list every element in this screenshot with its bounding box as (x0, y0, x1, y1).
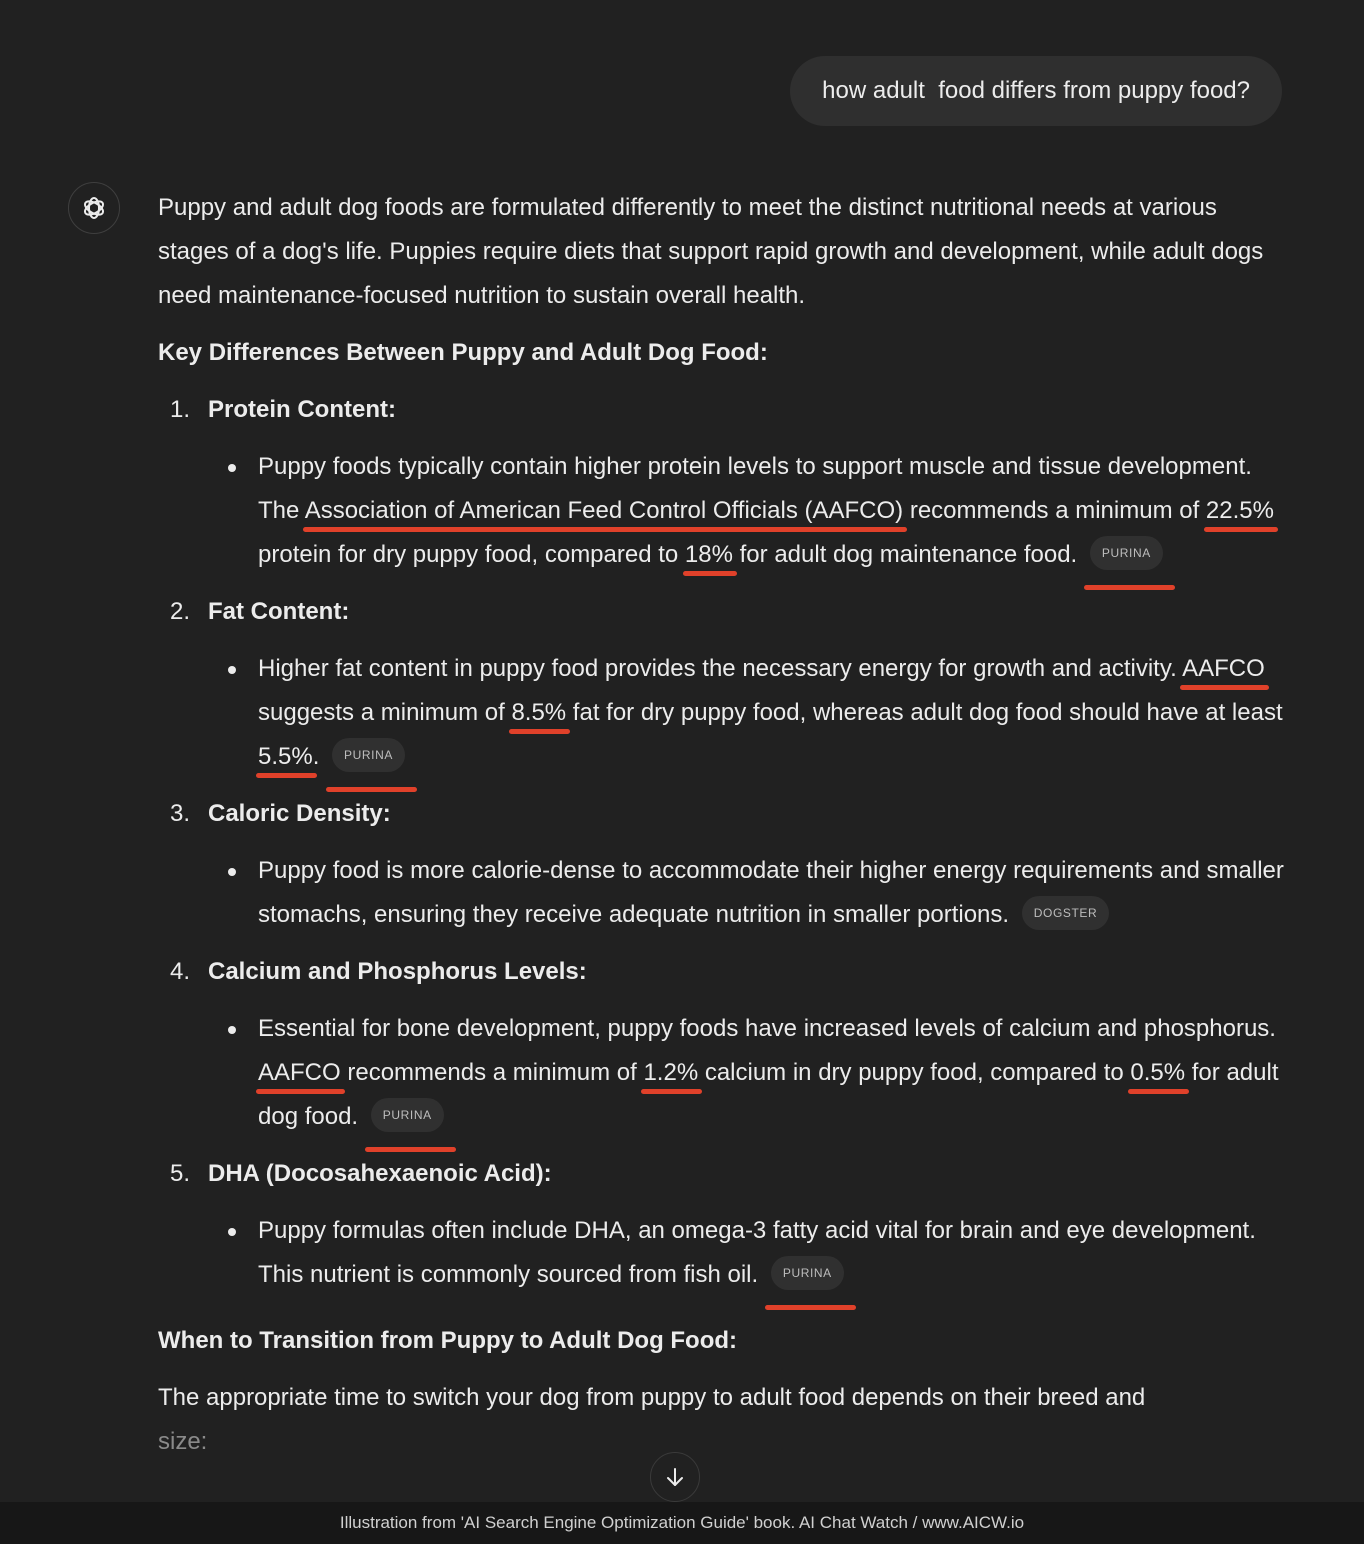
annotated-text: 1.2% (643, 1059, 699, 1086)
list-item (158, 1152, 1288, 1297)
footer-caption: Illustration from 'AI Search Engine Optimization Guide' book. AI Chat Watch / www.AICW.io (0, 1502, 1364, 1544)
list-item-title: Fat Content: (208, 598, 350, 625)
outro-text: The appropriate time to switch your dog from puppy to adult food depends on their breed and (158, 1384, 1146, 1411)
assistant-avatar (68, 182, 120, 234)
text-span: Puppy food is more calorie-dense to accommodate their higher energy requirements and smaller stomachs, ensuring they receive adequate nutrition in smaller portions. (258, 857, 1284, 928)
list-item (158, 590, 1288, 779)
outro-tail: size: (158, 1428, 208, 1455)
bullet-text (208, 647, 1288, 779)
outro-paragraph (158, 1376, 1288, 1464)
citation-chip-purina[interactable]: PURINA (1090, 536, 1163, 570)
annotated-text: 22.5% (1205, 497, 1274, 524)
list-item-title: Calcium and Phosphorus Levels: (208, 958, 587, 985)
text-span: fat for dry puppy food, whereas adult dog food should have at least (566, 699, 1283, 726)
user-message-bubble (790, 56, 1282, 126)
text-span: calcium in dry puppy food, compared to (698, 1059, 1131, 1086)
annotated-text: 0.5% (1130, 1059, 1186, 1086)
text-span: Higher fat content in puppy food provides the necessary energy for growth and activity. (258, 655, 1183, 682)
list-item-title: DHA (Docosahexaenoic Acid): (208, 1160, 552, 1187)
text-span: for adult dog food. (258, 1059, 1279, 1130)
list-number: 2. (170, 598, 191, 625)
annotated-text: 5.5% (258, 743, 313, 770)
text-span: . (312, 743, 320, 770)
section-heading-differences: Key Differences Between Puppy and Adult Dog Food: (158, 339, 768, 366)
list-item (158, 792, 1288, 937)
list-item (158, 388, 1288, 577)
citation-chip-purina[interactable]: PURINA (771, 1256, 844, 1290)
openai-logo-icon (79, 193, 109, 223)
list-number: 3. (170, 800, 191, 827)
list-number: 1. (170, 396, 191, 423)
annotated-text: Association of American Feed Control Officials (AAFCO) (304, 497, 904, 524)
list-item-title: Protein Content: (208, 396, 396, 423)
list-number: 4. (170, 958, 191, 985)
text-span: Puppy formulas often include DHA, an omega-3 fatty acid vital for brain and eye development. This nutrient is commonly sourced from fish oil. (258, 1217, 1256, 1288)
text-span: protein for dry puppy food, compared to (258, 541, 685, 568)
text-span: suggests a minimum of (258, 699, 512, 726)
assistant-response (158, 186, 1288, 1477)
citation-chip-dogster[interactable]: DOGSTER (1022, 896, 1110, 930)
bullet-text (208, 445, 1288, 577)
text-span: Puppy foods typically contain higher protein levels to support muscle and tissue development. The (258, 453, 1252, 524)
annotated-text: 8.5% (511, 699, 567, 726)
arrow-down-icon (663, 1465, 687, 1489)
text-span: for adult dog maintenance food. (732, 541, 1078, 568)
list-item (158, 950, 1288, 1139)
citation-chip-purina[interactable]: PURINA (371, 1098, 444, 1132)
text-span: recommends a minimum of (340, 1059, 644, 1086)
citation-chip-purina[interactable]: PURINA (332, 738, 405, 772)
bullet-text (208, 849, 1288, 937)
text-span: Essential for bone development, puppy foods have increased levels of calcium and phosphorus. (258, 1015, 1276, 1042)
intro-paragraph: Puppy and adult dog foods are formulated differently to meet the distinct nutritional needs at various stages of a dog's life. Puppies require diets that support rapid growth and development, while adult dogs need maintenance-focused nutrition to sustain overall health. (158, 194, 1264, 309)
list-number: 5. (170, 1160, 191, 1187)
text-span: recommends a minimum of (903, 497, 1206, 524)
list-item-title: Caloric Density: (208, 800, 391, 827)
section-heading-transition: When to Transition from Puppy to Adult Dog Food: (158, 1327, 738, 1354)
user-message-text: how adult food differs from puppy food? (822, 77, 1250, 104)
bullet-text (208, 1007, 1288, 1139)
bullet-text (208, 1209, 1288, 1297)
annotated-text: AAFCO (258, 1059, 341, 1086)
annotated-text: AAFCO (1182, 655, 1265, 682)
annotated-text: 18% (684, 541, 733, 568)
scroll-to-bottom-button[interactable] (650, 1452, 700, 1502)
